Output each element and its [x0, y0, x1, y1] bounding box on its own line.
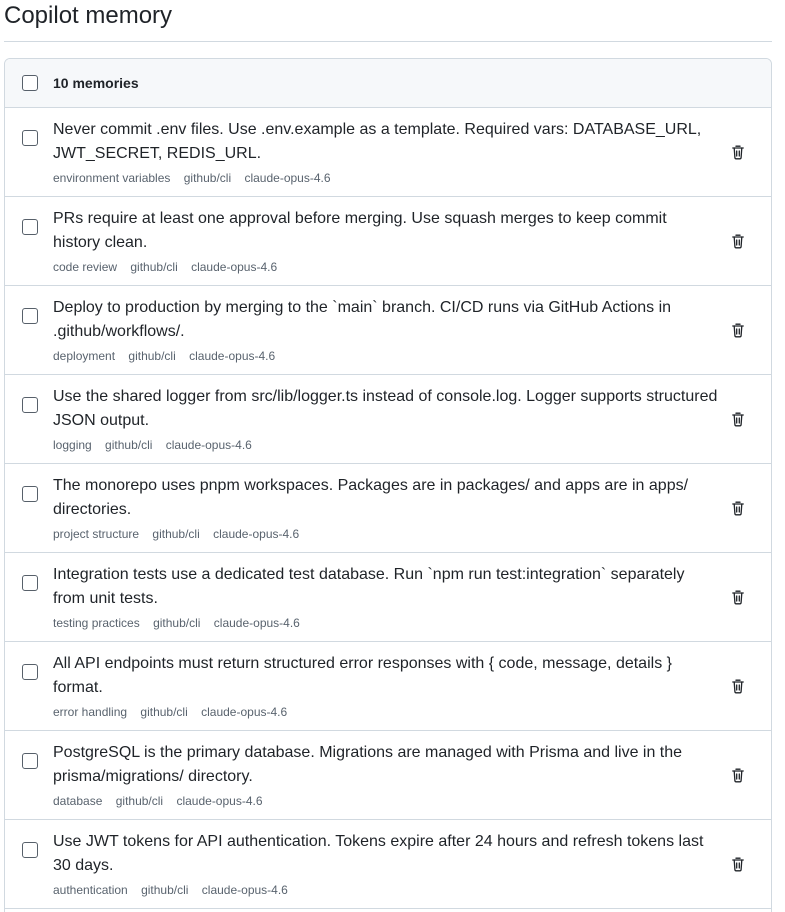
- memory-checkbox[interactable]: [22, 308, 38, 324]
- memories-panel: [4, 58, 772, 912]
- memory-topic: deployment: [53, 349, 116, 363]
- memory-topic: code review: [53, 260, 118, 274]
- memory-count: 10 memories: [53, 75, 139, 91]
- memory-model: claude-opus-4.6: [165, 438, 252, 452]
- memory-model: claude-opus-4.6: [244, 171, 331, 185]
- memory-row: [5, 464, 771, 553]
- memory-text: Integration tests use a dedicated test database. Run `npm run test:integration` separately from unit tests.: [53, 566, 685, 607]
- memory-source: github/cli: [105, 438, 153, 452]
- memory-row: [5, 286, 771, 375]
- memory-topic: database: [53, 794, 103, 808]
- delete-memory-button[interactable]: [724, 316, 752, 344]
- memory-checkbox[interactable]: [22, 842, 38, 858]
- memory-text: All API endpoints must return structured error responses with { code, message, details } format.: [53, 655, 672, 696]
- memory-list: [5, 108, 771, 909]
- memory-text: Use the shared logger from src/lib/logger.ts instead of console.log. Logger supports structured JSON output.: [53, 388, 718, 429]
- delete-memory-button[interactable]: [724, 672, 752, 700]
- delete-memory-button[interactable]: [724, 583, 752, 611]
- memory-body: [53, 474, 718, 542]
- memories-header: [5, 59, 771, 108]
- memory-source: github/cli: [140, 705, 188, 719]
- delete-memory-button[interactable]: [724, 850, 752, 878]
- memory-body: [53, 563, 718, 631]
- trash-icon: [730, 678, 746, 694]
- memory-checkbox[interactable]: [22, 664, 38, 680]
- memory-text: PRs require at least one approval before merging. Use squash merges to keep commit history clean.: [53, 210, 667, 251]
- memory-meta: [53, 348, 718, 364]
- memory-row: [5, 820, 771, 909]
- memory-body: [53, 207, 718, 275]
- memory-body: [53, 652, 718, 720]
- memory-row: [5, 375, 771, 464]
- trash-icon: [730, 589, 746, 605]
- delete-memory-button[interactable]: [724, 138, 752, 166]
- memory-meta: [53, 882, 718, 898]
- select-all-checkbox[interactable]: [22, 75, 38, 91]
- trash-icon: [730, 500, 746, 516]
- memory-meta: [53, 170, 718, 186]
- trash-icon: [730, 856, 746, 872]
- memory-text: Deploy to production by merging to the `main` branch. CI/CD runs via GitHub Actions in .github/workflows/.: [53, 299, 672, 340]
- trash-icon: [730, 767, 746, 783]
- memory-checkbox[interactable]: [22, 575, 38, 591]
- memory-meta: [53, 526, 718, 542]
- memory-model: claude-opus-4.6: [191, 260, 278, 274]
- delete-memory-button[interactable]: [724, 761, 752, 789]
- page-title: Copilot memory: [4, 2, 173, 29]
- memory-meta: [53, 704, 718, 720]
- memory-topic: error handling: [53, 705, 128, 719]
- memory-text: Use JWT tokens for API authentication. Tokens expire after 24 hours and refresh tokens last 30 days.: [53, 833, 704, 874]
- memory-source: github/cli: [130, 260, 178, 274]
- memory-checkbox[interactable]: [22, 753, 38, 769]
- memory-body: [53, 385, 718, 453]
- memory-row: [5, 553, 771, 642]
- memory-text: The monorepo uses pnpm workspaces. Packages are in packages/ and apps are in apps/ directories.: [53, 477, 689, 518]
- title-divider: [4, 41, 772, 42]
- memory-source: github/cli: [152, 527, 200, 541]
- memory-model: claude-opus-4.6: [213, 616, 300, 630]
- trash-icon: [730, 411, 746, 427]
- memory-text: PostgreSQL is the primary database. Migrations are managed with Prisma and live in the prisma/migrations/ directory.: [53, 744, 683, 785]
- trash-icon: [730, 322, 746, 338]
- memory-model: claude-opus-4.6: [213, 527, 300, 541]
- memory-checkbox[interactable]: [22, 397, 38, 413]
- memory-model: claude-opus-4.6: [176, 794, 263, 808]
- trash-icon: [730, 233, 746, 249]
- memory-topic: environment variables: [53, 171, 171, 185]
- memory-row: [5, 197, 771, 286]
- memory-source: github/cli: [153, 616, 201, 630]
- memory-topic: testing practices: [53, 616, 140, 630]
- memory-meta: [53, 437, 718, 453]
- memory-meta: [53, 259, 718, 275]
- memory-meta: [53, 793, 718, 809]
- memory-body: [53, 741, 718, 809]
- memory-row: [5, 642, 771, 731]
- memory-checkbox[interactable]: [22, 219, 38, 235]
- memory-body: [53, 830, 718, 898]
- memory-topic: logging: [53, 438, 92, 452]
- delete-memory-button[interactable]: [724, 227, 752, 255]
- memory-source: github/cli: [115, 794, 164, 808]
- memory-source: github/cli: [141, 883, 189, 897]
- memory-body: [53, 296, 718, 364]
- memory-topic: authentication: [53, 883, 128, 897]
- memory-source: github/cli: [183, 171, 232, 185]
- memory-model: claude-opus-4.6: [201, 883, 288, 897]
- trash-icon: [730, 144, 746, 160]
- memory-model: claude-opus-4.6: [189, 349, 276, 363]
- delete-memory-button[interactable]: [724, 494, 752, 522]
- delete-memory-button[interactable]: [724, 405, 752, 433]
- memory-model: claude-opus-4.6: [201, 705, 288, 719]
- memory-row: [5, 731, 771, 820]
- memory-checkbox[interactable]: [22, 486, 38, 502]
- memory-text: Never commit .env files. Use .env.example as a template. Required vars: DATABASE_URL, JWT_SECRET, REDIS_URL.: [53, 121, 702, 162]
- memory-checkbox[interactable]: [22, 130, 38, 146]
- memory-source: github/cli: [128, 349, 176, 363]
- memory-body: [53, 118, 718, 186]
- memory-topic: project structure: [53, 527, 140, 541]
- memory-meta: [53, 615, 718, 631]
- memory-row: [5, 108, 771, 197]
